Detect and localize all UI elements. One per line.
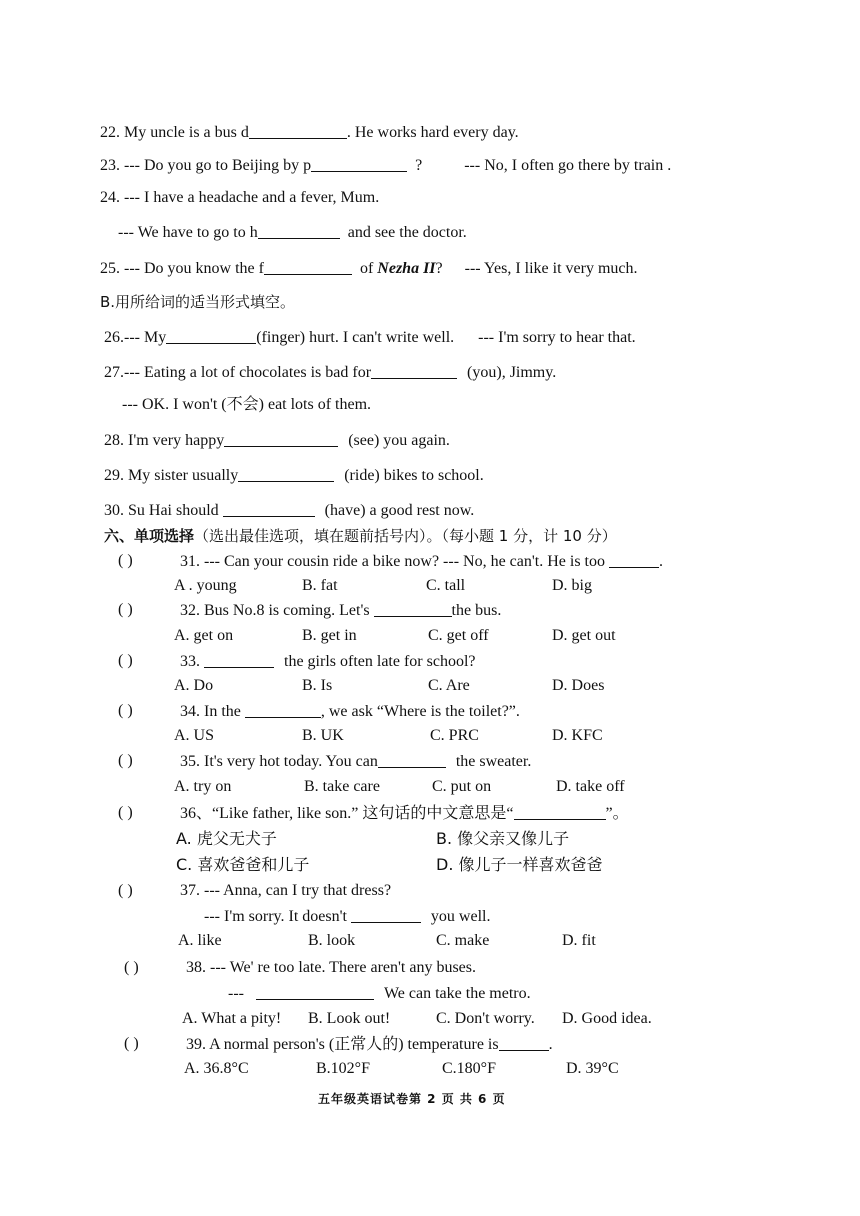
question-29: 29. My sister usually (ride) bikes to school. — [104, 467, 484, 484]
option-a: A. US — [174, 727, 215, 744]
option-c: C. Are — [428, 677, 470, 694]
option-c: C. put on — [432, 778, 492, 795]
question-24-line2: --- We have to go to h and see the doctor. — [118, 224, 467, 241]
option-b: B. UK — [302, 727, 344, 744]
answer-bracket[interactable]: ( ) — [118, 702, 133, 719]
option-b: B. get in — [302, 627, 357, 644]
option-d: D. Good idea. — [562, 1010, 652, 1027]
answer-blank[interactable] — [166, 327, 256, 344]
option-c: C.180°F — [442, 1060, 496, 1077]
option-d: D. big — [552, 577, 592, 594]
page-footer: 五年级英语试卷第 2 页 共 6 页 — [318, 1092, 506, 1106]
movie-title: Nezha II — [377, 260, 436, 277]
option-a: A. What a pity! — [182, 1010, 282, 1027]
answer-blank — [514, 803, 606, 820]
answer-blank[interactable] — [224, 430, 338, 447]
answer-bracket[interactable]: ( ) — [118, 882, 133, 899]
answer-blank — [351, 906, 421, 923]
option-d: D. 39°C — [566, 1060, 619, 1077]
option-d: D. take off — [556, 778, 625, 795]
answer-bracket[interactable]: ( ) — [118, 804, 133, 821]
option-c: C. get off — [428, 627, 489, 644]
question-37-stem: 37. --- Anna, can I try that dress? — [180, 882, 392, 899]
option-b: B. look — [308, 932, 356, 949]
question-36-stem: 36、“Like father, like son.” 这句话的中文意思是“ ”。 — [180, 805, 629, 822]
option-a: A. 虎父无犬子 — [176, 829, 277, 848]
option-b: B. take care — [304, 778, 380, 795]
answer-blank — [378, 751, 446, 768]
answer-blank[interactable] — [223, 500, 315, 517]
question-32-stem: 32. Bus No.8 is coming. Let's the bus. — [180, 602, 502, 619]
question-35-stem: 35. It's very hot today. You can the sweater. — [180, 753, 532, 770]
question-30: 30. Su Hai should (have) a good rest now. — [104, 502, 475, 519]
answer-bracket[interactable]: ( ) — [118, 652, 133, 669]
question-38-stem: 38. --- We' re too late. There aren't any buses. — [186, 959, 476, 976]
answer-blank — [374, 600, 452, 617]
answer-bracket[interactable]: ( ) — [124, 959, 139, 976]
option-c: C. make — [436, 932, 490, 949]
option-a: A. get on — [174, 627, 234, 644]
option-a: A. like — [178, 932, 222, 949]
answer-blank[interactable] — [238, 465, 334, 482]
option-c: C. tall — [426, 577, 466, 594]
question-39-stem: 39. A normal person's (正常人的) temperature is . — [186, 1036, 553, 1053]
option-c: C. Don't worry. — [436, 1010, 535, 1027]
answer-blank — [256, 983, 374, 1000]
option-a: A. Do — [174, 677, 214, 694]
option-d: D. KFC — [552, 727, 603, 744]
option-b: B.102°F — [316, 1060, 370, 1077]
answer-blank — [609, 551, 659, 568]
option-a: A. 36.8°C — [184, 1060, 249, 1077]
answer-bracket[interactable]: ( ) — [118, 601, 133, 618]
answer-blank[interactable] — [249, 122, 347, 139]
question-26: 26.--- My (finger) hurt. I can't write well. --- I'm sorry to hear that. — [104, 329, 636, 346]
question-31-stem: 31. --- Can your cousin ride a bike now? --- No, he can't. He is too . — [180, 553, 663, 570]
answer-bracket[interactable]: ( ) — [118, 752, 133, 769]
question-28: 28. I'm very happy (see) you again. — [104, 432, 450, 449]
question-23: 23. --- Do you go to Beijing by p ? --- No, I often go there by train . — [100, 157, 672, 174]
option-d: D. Does — [552, 677, 605, 694]
question-24-line1: 24. --- I have a headache and a fever, Mum. — [100, 189, 380, 206]
option-d: D. fit — [562, 932, 596, 949]
question-22: 22. My uncle is a bus d . He works hard every day. — [100, 124, 519, 141]
option-c: C. 喜欢爸爸和儿子 — [176, 855, 310, 874]
section-6-heading: 六、单项选择（选出最佳选项，填在题前括号内）。（每小题 1 分，计 10 分） — [104, 527, 617, 545]
question-33-stem: 33. the girls often late for school? — [180, 653, 476, 670]
question-37-stem-line2: --- I'm sorry. It doesn't you well. — [204, 908, 491, 925]
option-b: B. fat — [302, 577, 338, 594]
option-a: A. try on — [174, 778, 232, 795]
question-25: 25. --- Do you know the f of Nezha II? --- Yes, I like it very much. — [100, 260, 638, 277]
answer-blank — [204, 651, 274, 668]
section-b-heading: B.用所给词的适当形式填空。 — [100, 293, 296, 311]
option-a: A . young — [174, 577, 237, 594]
answer-blank[interactable] — [311, 155, 407, 172]
answer-blank[interactable] — [371, 362, 457, 379]
answer-blank — [245, 701, 321, 718]
answer-blank[interactable] — [264, 258, 352, 275]
answer-blank — [499, 1034, 549, 1051]
question-38-stem-line2: --- We can take the metro. — [228, 985, 531, 1002]
option-b: B. Is — [302, 677, 333, 694]
option-c: C. PRC — [430, 727, 479, 744]
option-d: D. 像儿子一样喜欢爸爸 — [436, 855, 603, 874]
option-b: B. 像父亲又像儿子 — [436, 829, 570, 848]
answer-blank[interactable] — [258, 222, 340, 239]
option-d: D. get out — [552, 627, 616, 644]
question-27-line1: 27.--- Eating a lot of chocolates is bad for (you), Jimmy. — [104, 364, 557, 381]
option-b: B. Look out! — [308, 1010, 391, 1027]
answer-bracket[interactable]: ( ) — [118, 552, 133, 569]
question-27-line2: --- OK. I won't (不会) eat lots of them. — [122, 396, 372, 413]
question-34-stem: 34. In the , we ask “Where is the toilet?”. — [180, 703, 520, 720]
answer-bracket[interactable]: ( ) — [124, 1035, 139, 1052]
